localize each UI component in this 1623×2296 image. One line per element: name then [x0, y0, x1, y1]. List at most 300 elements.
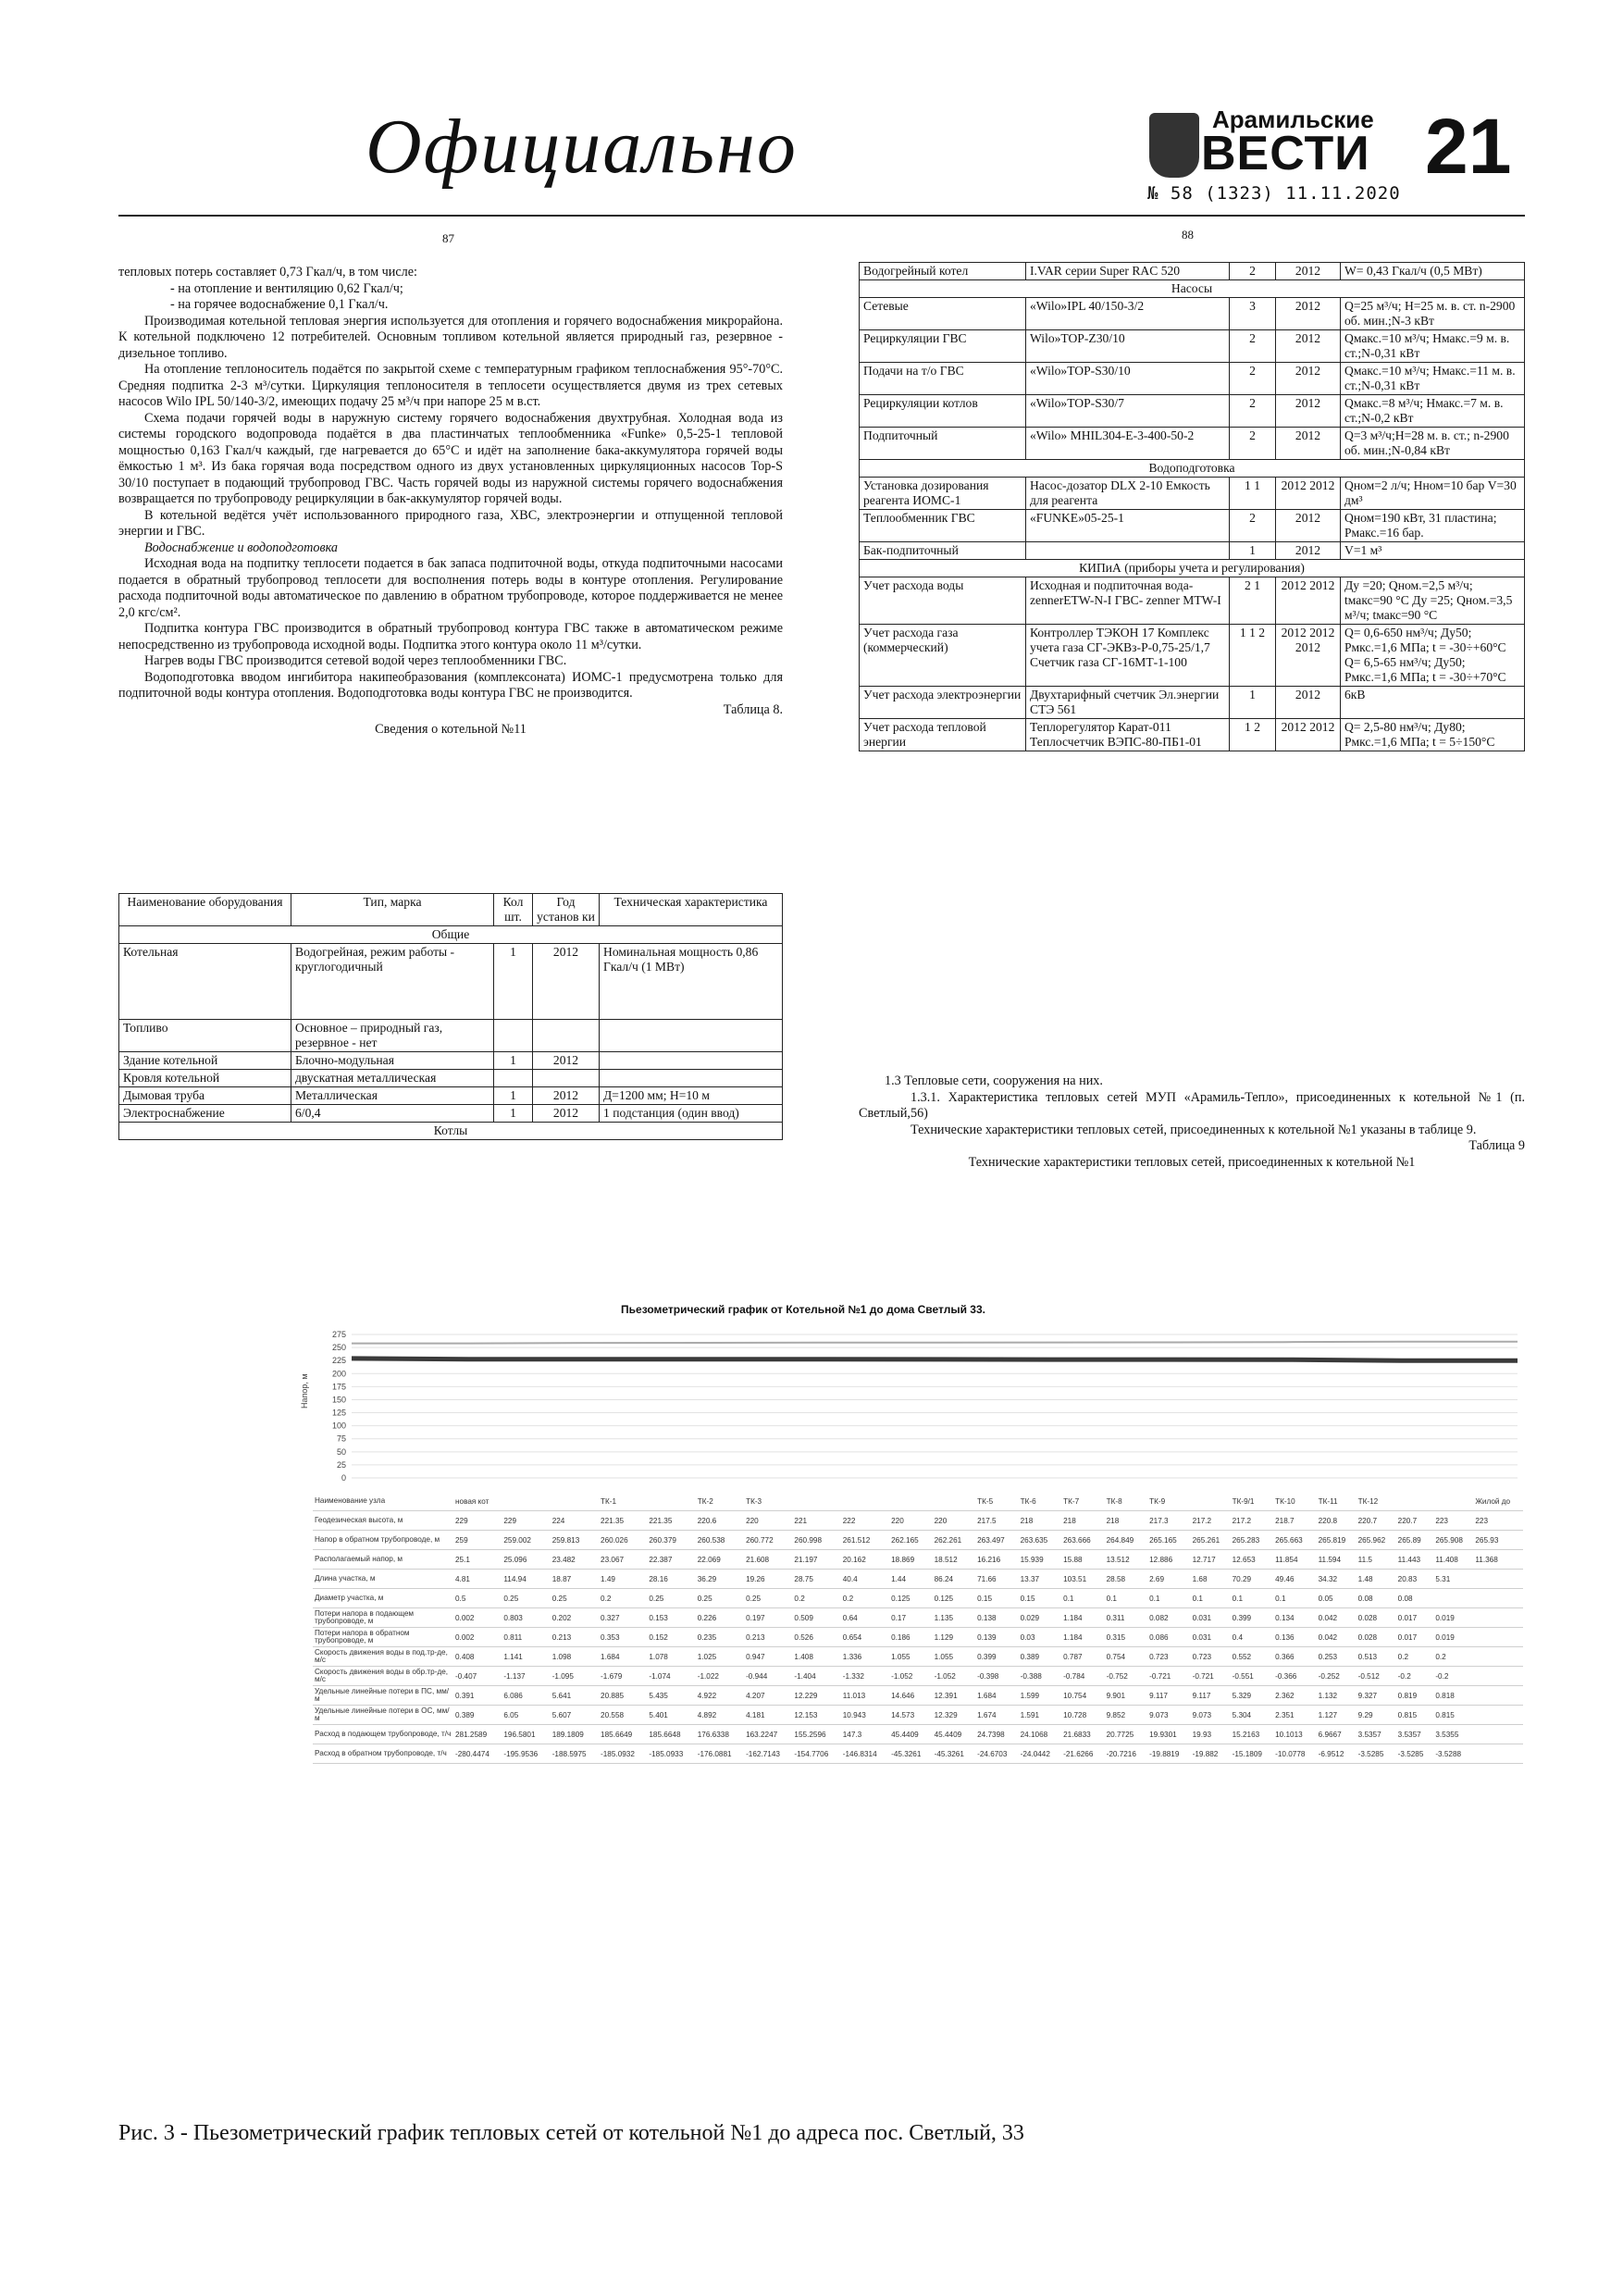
data-table-cell: 0.134	[1273, 1608, 1317, 1628]
data-table-cell: 0.253	[1317, 1647, 1357, 1667]
boiler-table-part1	[118, 893, 783, 1140]
y-axis-label: Напор, м	[300, 1373, 309, 1409]
data-table-cell: 1.132	[1317, 1686, 1357, 1706]
data-table-cell: 0.723	[1147, 1647, 1191, 1667]
data-table-cell: 0.1	[1231, 1589, 1274, 1608]
data-table-cell: 23.067	[599, 1550, 647, 1570]
data-table-cell: 10.754	[1061, 1686, 1105, 1706]
table-cell: W= 0,43 Гкал/ч (0,5 МВт)	[1341, 263, 1525, 280]
data-table-cell: 218	[1061, 1511, 1105, 1531]
table-cell: 2012	[533, 1105, 600, 1123]
table-cell	[533, 1020, 600, 1052]
table-row	[860, 395, 1525, 428]
data-table-cell: -21.6266	[1061, 1744, 1105, 1764]
data-table-cell: 114.94	[502, 1570, 550, 1589]
table-cell: 2012	[1276, 510, 1341, 542]
table-row	[860, 298, 1525, 330]
data-table-cell	[1433, 1589, 1473, 1608]
table-section: КИПиА (приборы учета и регулирования)	[860, 560, 1525, 577]
data-table-cell: 265.908	[1433, 1531, 1473, 1550]
paragraph: 1.3 Тепловые сети, сооружения на них.	[885, 1074, 1103, 1088]
data-table-cell: -146.8314	[841, 1744, 889, 1764]
table-cell: 2012	[533, 1052, 600, 1070]
data-table-cell: 19.9301	[1147, 1725, 1191, 1744]
data-table-cell: 0.186	[889, 1628, 933, 1647]
table-header: Техническая характеристика	[600, 894, 783, 926]
table-header: Тип, марка	[291, 894, 494, 926]
y-tick-label: 0	[341, 1473, 346, 1483]
data-table-cell: 2.362	[1273, 1686, 1317, 1706]
table-cell	[600, 1052, 783, 1070]
table-cell: Учет расхода тепловой энергии	[860, 719, 1026, 751]
y-tick-label: 225	[331, 1356, 346, 1366]
data-table-cell: 1.025	[696, 1647, 744, 1667]
data-table-cell: -19.8819	[1147, 1744, 1191, 1764]
table-cell: 2012	[1276, 330, 1341, 363]
data-table-cell: 13.512	[1105, 1550, 1148, 1570]
data-table-cell: 217.2	[1191, 1511, 1231, 1531]
data-table-row-label: Расход в обратном трубопроводе, т/ч	[313, 1744, 453, 1764]
table-row	[119, 1105, 783, 1123]
data-table-cell: 185.6649	[599, 1725, 647, 1744]
data-table-cell: 12.153	[792, 1706, 840, 1725]
table-section: Общие	[119, 926, 783, 944]
data-table-row	[313, 1725, 1523, 1744]
y-tick-label: 125	[331, 1408, 346, 1418]
y-tick-label: 250	[331, 1343, 346, 1353]
y-tick-label: 75	[336, 1433, 346, 1444]
data-table-cell: 262.165	[889, 1531, 933, 1550]
data-table-cell	[792, 1492, 840, 1511]
data-table-cell: 0.17	[889, 1608, 933, 1628]
table-cell: 2012	[1276, 298, 1341, 330]
table-row	[860, 510, 1525, 542]
data-table-cell: 0.787	[1061, 1647, 1105, 1667]
data-table-cell: 1.591	[1019, 1706, 1062, 1725]
data-table-cell: 259	[453, 1531, 502, 1550]
data-table-row-label: Напор в обратном трубопроводе, м	[313, 1531, 453, 1550]
data-table-cell: 4.207	[744, 1686, 792, 1706]
data-table-cell: -176.0881	[696, 1744, 744, 1764]
data-table-cell: 0.526	[792, 1628, 840, 1647]
data-table-cell: 1.055	[933, 1647, 976, 1667]
y-tick-label: 150	[331, 1395, 346, 1405]
left-text-column	[118, 265, 783, 738]
table-section: Водоподготовка	[860, 460, 1525, 478]
data-table-cell: 20.83	[1396, 1570, 1434, 1589]
table-cell: 2012	[1276, 428, 1341, 460]
table-cell: 1	[494, 944, 533, 1020]
data-table-cell: 12.717	[1191, 1550, 1231, 1570]
table-cell	[600, 1070, 783, 1087]
table-cell: I.VAR серии Super RAC 520	[1026, 263, 1230, 280]
data-table-cell: 265.283	[1231, 1531, 1274, 1550]
data-table-cell: -15.1809	[1231, 1744, 1274, 1764]
data-table-cell: 0.2	[599, 1589, 647, 1608]
table-row	[119, 944, 783, 1020]
table-cell: Исходная и подпиточная вода-zennerETW-N-I ГВС- zenner MTW-I	[1026, 577, 1230, 625]
data-table-cell: 259.002	[502, 1531, 550, 1550]
table-cell: «Wilo»TOP-S30/7	[1026, 395, 1230, 428]
table-cell: 2012	[1276, 263, 1341, 280]
data-table-cell: 0.05	[1317, 1589, 1357, 1608]
data-table-cell: 0.947	[744, 1647, 792, 1667]
data-table-cell: 196.5801	[502, 1725, 550, 1744]
data-table-cell: 36.29	[696, 1570, 744, 1589]
data-table-cell	[1396, 1492, 1434, 1511]
data-table-cell: ТК-9	[1147, 1492, 1191, 1511]
y-tick-label: 200	[331, 1369, 346, 1379]
data-table-cell: 259.813	[551, 1531, 599, 1550]
table-cell: Топливо	[119, 1020, 291, 1052]
table-cell: Контроллер ТЭКОН 17 Комплекс учета газа СГ-ЭКВз-Р-0,75-25/1,7 Счетчик газа СГ-16МТ-1-100	[1026, 625, 1230, 687]
data-table-cell: 0.723	[1191, 1647, 1231, 1667]
data-table-cell: 0.019	[1433, 1608, 1473, 1628]
paragraph: 1.3.1. Характеристика тепловых сетей МУП «Арамиль-Тепло», присоединенных к котельной №1 (п. Светлый,56)	[859, 1089, 1525, 1121]
table-cell: 6/0,4	[291, 1105, 494, 1123]
table-title: Технические характеристики тепловых сетей, присоединенных к котельной №1	[968, 1154, 1416, 1170]
data-table-cell: -20.7216	[1105, 1744, 1148, 1764]
table-cell: 2	[1230, 263, 1276, 280]
data-table-cell: 20.7725	[1105, 1725, 1148, 1744]
data-table-cell: 10.1013	[1273, 1725, 1317, 1744]
data-table-row-label: Располагаемый напор, м	[313, 1550, 453, 1570]
data-table-cell: 45.4409	[889, 1725, 933, 1744]
data-table-cell: 20.558	[599, 1706, 647, 1725]
table-cell	[533, 1070, 600, 1087]
data-table-cell: 0.327	[599, 1608, 647, 1628]
data-table-cell: -162.7143	[744, 1744, 792, 1764]
table-label: Таблица 8.	[723, 701, 783, 717]
paragraph: Технические характеристики тепловых сетей, присоединенных к котельной №1 указаны в таблице 9.	[911, 1122, 1477, 1137]
data-table-cell: 218	[1019, 1511, 1062, 1531]
data-table-cell: 0.366	[1273, 1647, 1317, 1667]
data-table-cell: -0.721	[1191, 1667, 1231, 1686]
data-table-row-label: Расход в подающем трубопроводе, т/ч	[313, 1725, 453, 1744]
data-table-cell: 217.2	[1231, 1511, 1274, 1531]
table-cell: Электроснабжение	[119, 1105, 291, 1123]
data-table-cell: 220	[933, 1511, 976, 1531]
data-table-cell: 12.653	[1231, 1550, 1274, 1570]
data-table-row	[313, 1511, 1523, 1531]
data-table-cell: 1.408	[792, 1647, 840, 1667]
table-row	[119, 1052, 783, 1070]
data-table-cell: 265.89	[1396, 1531, 1434, 1550]
table-cell: Д=1200 мм; Н=10 м	[600, 1087, 783, 1105]
paragraph: - на отопление и вентиляцию 0,62 Гкал/ч;	[170, 280, 403, 296]
data-table-cell: 9.073	[1147, 1706, 1191, 1725]
table-section: Насосы	[860, 280, 1525, 298]
data-table-cell: 25.096	[502, 1550, 550, 1570]
data-table-cell: 0.138	[975, 1608, 1019, 1628]
data-table-row	[313, 1531, 1523, 1550]
data-table-cell: 4.892	[696, 1706, 744, 1725]
table-cell: 1 1	[1230, 478, 1276, 510]
data-table-cell: 0.2	[841, 1589, 889, 1608]
data-table-cell: 71.66	[975, 1570, 1019, 1589]
table-cell: 2012	[1276, 687, 1341, 719]
data-table-cell: 220.6	[696, 1511, 744, 1531]
table-cell: Q= 0,6-650 нм³/ч; Ду50; Рмкс.=1,6 МПа; t = -30÷+60°С Q= 6,5-65 нм³/ч; Ду50; Рмкс.=1,6 МПа; t = -30÷+70°С	[1341, 625, 1525, 687]
data-table-cell: 223	[1473, 1511, 1523, 1531]
paragraph: тепловых потерь составляет 0,73 Гкал/ч, в том числе:	[118, 265, 417, 279]
data-table-cell: ТК-12	[1357, 1492, 1396, 1511]
data-table-cell: 9.901	[1105, 1686, 1148, 1706]
data-table-cell: 0.028	[1357, 1628, 1396, 1647]
data-table-cell: -0.784	[1061, 1667, 1105, 1686]
data-table-cell: 9.117	[1191, 1686, 1231, 1706]
data-table-cell: -45.3261	[889, 1744, 933, 1764]
supply-head-line	[352, 1359, 1518, 1360]
table-cell: 1 2	[1230, 719, 1276, 751]
table-row	[860, 577, 1525, 625]
data-table-cell: 0.5	[453, 1589, 502, 1608]
data-table-row-label: Диаметр участка, м	[313, 1589, 453, 1608]
table-row	[860, 625, 1525, 687]
table-cell: 6кВ	[1341, 687, 1525, 719]
data-table-cell: 229	[502, 1511, 550, 1531]
data-table-cell: 217.5	[975, 1511, 1019, 1531]
data-table-cell: 15.939	[1019, 1550, 1062, 1570]
y-tick-label: 50	[336, 1446, 346, 1457]
data-table-cell: 103.51	[1061, 1570, 1105, 1589]
data-table-cell: 264.849	[1105, 1531, 1148, 1550]
data-table-cell: 1.127	[1317, 1706, 1357, 1725]
gridlines	[352, 1334, 1518, 1478]
data-table-cell: 14.573	[889, 1706, 933, 1725]
data-table-cell: 22.387	[647, 1550, 695, 1570]
data-table-cell: -1.679	[599, 1667, 647, 1686]
data-table-cell: 0.25	[696, 1589, 744, 1608]
table-cell	[1026, 542, 1230, 560]
table-cell: 2	[1230, 510, 1276, 542]
data-table-cell: 24.1068	[1019, 1725, 1062, 1744]
data-table-cell: 0.353	[599, 1628, 647, 1647]
data-table-cell: 0.202	[551, 1608, 599, 1628]
table-cell: «Wilo» MHIL304-E-3-400-50-2	[1026, 428, 1230, 460]
table-cell	[494, 1070, 533, 1087]
data-table-cell: 0.25	[551, 1589, 599, 1608]
data-table-cell: 11.013	[841, 1686, 889, 1706]
table-cell: Двухтарифный счетчик Эл.энергии СТЭ 561	[1026, 687, 1230, 719]
data-table-cell: 163.2247	[744, 1725, 792, 1744]
table-row	[119, 1070, 783, 1087]
data-table-cell: 0.028	[1357, 1608, 1396, 1628]
data-table-cell: 12.329	[933, 1706, 976, 1725]
logo-main-text: ВЕСТИ	[1201, 127, 1370, 180]
data-table-cell: 28.75	[792, 1570, 840, 1589]
data-table-cell: 222	[841, 1511, 889, 1531]
data-table-cell: -1.095	[551, 1667, 599, 1686]
data-table-row-label: Скорость движения воды в обр.тр-де, м/с	[313, 1667, 453, 1686]
data-table-cell: 5.401	[647, 1706, 695, 1725]
data-table-cell: новая кот	[453, 1492, 502, 1511]
data-table-cell: 3.5357	[1357, 1725, 1396, 1744]
data-table-cell: 11.368	[1473, 1550, 1523, 1570]
logo-top-text: Арамильские	[1212, 105, 1374, 133]
paragraph: Исходная вода на подпитку теплосети подается в бак запаса подпиточной воды, откуда подпиточными насосами подается в обратный трубопровод теплосети для восполнения потерь воды в контуре отопления. Регулирование расхода подпиточной воды автоматическое по давлению в обратном трубопроводе, которое поддерживается не менее 2,0 кгс/см².	[118, 556, 783, 620]
table-header: Год установ ки	[533, 894, 600, 926]
subheading: Водоснабжение и водоподготовка	[144, 540, 338, 555]
data-table-cell: 0.391	[453, 1686, 502, 1706]
data-table-cell: 0.803	[502, 1608, 550, 1628]
table-cell: Qмакс.=8 м³/ч; Нмакс.=7 м. в. ст.;N-0,2 кВт	[1341, 395, 1525, 428]
data-table-cell: 0.08	[1396, 1589, 1434, 1608]
data-table-row	[313, 1492, 1523, 1511]
data-table-cell	[889, 1492, 933, 1511]
table-cell: Котельная	[119, 944, 291, 1020]
data-table-cell: -0.721	[1147, 1667, 1191, 1686]
data-table-cell: 218.7	[1273, 1511, 1317, 1531]
table-cell: Номинальная мощность 0,86 Гкал/ч (1 МВт)	[600, 944, 783, 1020]
data-table-cell: 263.666	[1061, 1531, 1105, 1550]
data-table-cell: 0.754	[1105, 1647, 1148, 1667]
data-table-cell: 155.2596	[792, 1725, 840, 1744]
paragraph: Производимая котельной тепловая энергия используется для отопления и горячего водоснабжения микрорайона. К котельной подключено 12 потребителей. Основным топливом котельной является природный газ, резервное - дизельное топливо.	[118, 313, 783, 361]
table-cell	[494, 1020, 533, 1052]
data-table-cell: 0.4	[1231, 1628, 1274, 1647]
data-table-cell: 0.389	[453, 1706, 502, 1725]
data-table-cell: 5.641	[551, 1686, 599, 1706]
section-title: Официально	[365, 104, 798, 190]
data-table-cell: 0.235	[696, 1628, 744, 1647]
data-table-cell: 263.497	[975, 1531, 1019, 1550]
right-page-label: 88	[1182, 228, 1194, 242]
data-table-cell: 10.943	[841, 1706, 889, 1725]
data-table-cell: 0.552	[1231, 1647, 1274, 1667]
figure-caption: Рис. 3 - Пьезометрический график тепловых сетей от котельной №1 до адреса пос. Светлый, 33	[118, 2121, 1024, 2145]
table-cell: V=1 м³	[1341, 542, 1525, 560]
data-table-cell: 21.608	[744, 1550, 792, 1570]
data-table-cell: 5.329	[1231, 1686, 1274, 1706]
table-cell: двускатная металлическая	[291, 1070, 494, 1087]
data-table-cell: ТК-10	[1273, 1492, 1317, 1511]
table-cell: Подачи на т/о ГВС	[860, 363, 1026, 395]
data-table-cell	[1433, 1492, 1473, 1511]
data-table-cell: -24.6703	[975, 1744, 1019, 1764]
header-rule	[118, 215, 1525, 217]
table-cell: Кровля котельной	[119, 1070, 291, 1087]
data-table-cell: 260.538	[696, 1531, 744, 1550]
data-table-cell: 2.351	[1273, 1706, 1317, 1725]
data-table-cell: -1.052	[933, 1667, 976, 1686]
paragraph: - на горячее водоснабжение 0,1 Гкал/ч.	[170, 297, 389, 312]
chart-title: Пьезометрический график от Котельной №1 до дома Светлый 33.	[621, 1303, 985, 1316]
data-table-cell: 0.2	[1433, 1647, 1473, 1667]
y-tick-label: 275	[331, 1330, 346, 1339]
table-cell: Q=25 м³/ч; Н=25 м. в. ст. n-2900 об. мин.;N-3 кВт	[1341, 298, 1525, 330]
data-table-cell: -0.398	[975, 1667, 1019, 1686]
data-table-cell: -1.052	[889, 1667, 933, 1686]
table-row	[860, 363, 1525, 395]
data-table-cell: 0.042	[1317, 1608, 1357, 1628]
table-cell: Рециркуляции котлов	[860, 395, 1026, 428]
data-table-cell: 260.379	[647, 1531, 695, 1550]
table-row	[860, 478, 1525, 510]
right-text-after	[859, 1074, 1525, 1171]
data-table-cell: -0.512	[1357, 1667, 1396, 1686]
boiler-table-part2	[859, 262, 1525, 751]
data-table-cell: 0.2	[792, 1589, 840, 1608]
data-table-cell	[1191, 1492, 1231, 1511]
data-table-cell: 265.819	[1317, 1531, 1357, 1550]
data-table-cell: 220.7	[1396, 1511, 1434, 1531]
table-cell: Ду =20; Qном.=2,5 м³/ч; tмакс=90 °С Ду =25; Qном.=3,5 м³/ч; tмакс=90 °С	[1341, 577, 1525, 625]
data-table-cell: 1.078	[647, 1647, 695, 1667]
data-table-cell: 11.408	[1433, 1550, 1473, 1570]
paragraph: Схема подачи горячей воды в наружную систему горячего водоснабжения двухтрубная. Холодная вода из системы городского водопровода подаётся в два пластинчатых теплообменника «Funke» 0,5-25-1 тепловой мощностью 0,163 Гкал/ч каждый, где нагревается до 65°С и идёт на заполнение бака-аккумулятора горячей воды ёмкостью 1 м³. Из бака горячая вода посредством одного из двух установленных циркуляционных насосов Top-S 30/10 поступает в подающий трубопровод ГВС. Часть горячей воды из наружной системы горячего водоснабжения возвращается по трубопроводу рециркуляции в бак-аккумулятор горячей воды.	[118, 410, 783, 506]
data-table-cell: 12.229	[792, 1686, 840, 1706]
table-cell: 2	[1230, 363, 1276, 395]
data-table-cell: 0.64	[841, 1608, 889, 1628]
data-table-cell: 11.594	[1317, 1550, 1357, 1570]
data-table-cell: 1.098	[551, 1647, 599, 1667]
table-cell	[600, 1020, 783, 1052]
table-cell: Qном=2 л/ч; Нном=10 бар V=30 дм³	[1341, 478, 1525, 510]
data-table-cell: 1.684	[975, 1686, 1019, 1706]
data-table-cell: -0.2	[1433, 1667, 1473, 1686]
data-table-cell: ТК-5	[975, 1492, 1019, 1511]
data-table-cell: 0.818	[1433, 1686, 1473, 1706]
data-table-cell: 0.226	[696, 1608, 744, 1628]
data-table-cell: 0.819	[1396, 1686, 1434, 1706]
data-table-cell: 189.1809	[551, 1725, 599, 1744]
table-cell: Бак-подпиточный	[860, 542, 1026, 560]
data-table-cell: 0.213	[551, 1628, 599, 1647]
table-cell: Блочно-модульная	[291, 1052, 494, 1070]
data-table-cell: 0.1	[1061, 1589, 1105, 1608]
table-row	[119, 1020, 783, 1052]
data-table-cell	[551, 1492, 599, 1511]
table-cell: «Wilo»TOP-S30/10	[1026, 363, 1230, 395]
data-table-cell: 6.9667	[1317, 1725, 1357, 1744]
data-table-cell: 23.482	[551, 1550, 599, 1570]
data-table-cell: -185.0932	[599, 1744, 647, 1764]
data-table-cell: 0.509	[792, 1608, 840, 1628]
data-table-cell: 260.772	[744, 1531, 792, 1550]
data-table-row	[313, 1550, 1523, 1570]
data-table-cell: -3.5288	[1433, 1744, 1473, 1764]
data-table-cell: 0.086	[1147, 1628, 1191, 1647]
data-table-cell: 21.6833	[1061, 1725, 1105, 1744]
data-table-cell: -280.4474	[453, 1744, 502, 1764]
data-table-cell: 6.05	[502, 1706, 550, 1725]
data-table-cell: 9.327	[1357, 1686, 1396, 1706]
table-cell: Водогрейный котел	[860, 263, 1026, 280]
data-table-cell: 1.184	[1061, 1628, 1105, 1647]
data-table-cell: 0.125	[933, 1589, 976, 1608]
data-table-cell: ТК-11	[1317, 1492, 1357, 1511]
y-tick-label: 175	[331, 1382, 346, 1392]
data-table-cell: -0.366	[1273, 1667, 1317, 1686]
data-table-cell: ТК-9/1	[1231, 1492, 1274, 1511]
data-table-cell: 220.7	[1357, 1511, 1396, 1531]
table-cell: Теплорегулятор Карат-011 Теплосчетчик ВЭПС-80-ПБ1-01	[1026, 719, 1230, 751]
data-table-row	[313, 1686, 1523, 1706]
table-cell: 2012 2012	[1276, 577, 1341, 625]
table-cell: Учет расхода воды	[860, 577, 1026, 625]
table-cell: Насос-дозатор DLX 2-10 Емкость для реагента	[1026, 478, 1230, 510]
table-cell: Теплообменник ГВС	[860, 510, 1026, 542]
data-table-row	[313, 1608, 1523, 1628]
table-cell: 1	[1230, 687, 1276, 719]
data-table-cell: 221.35	[647, 1511, 695, 1531]
data-table-cell	[1473, 1628, 1523, 1647]
data-table-cell	[1473, 1570, 1523, 1589]
data-table-cell: 0.029	[1019, 1608, 1062, 1628]
data-table-cell: -1.332	[841, 1667, 889, 1686]
table-cell: Учет расхода газа (коммерческий)	[860, 625, 1026, 687]
